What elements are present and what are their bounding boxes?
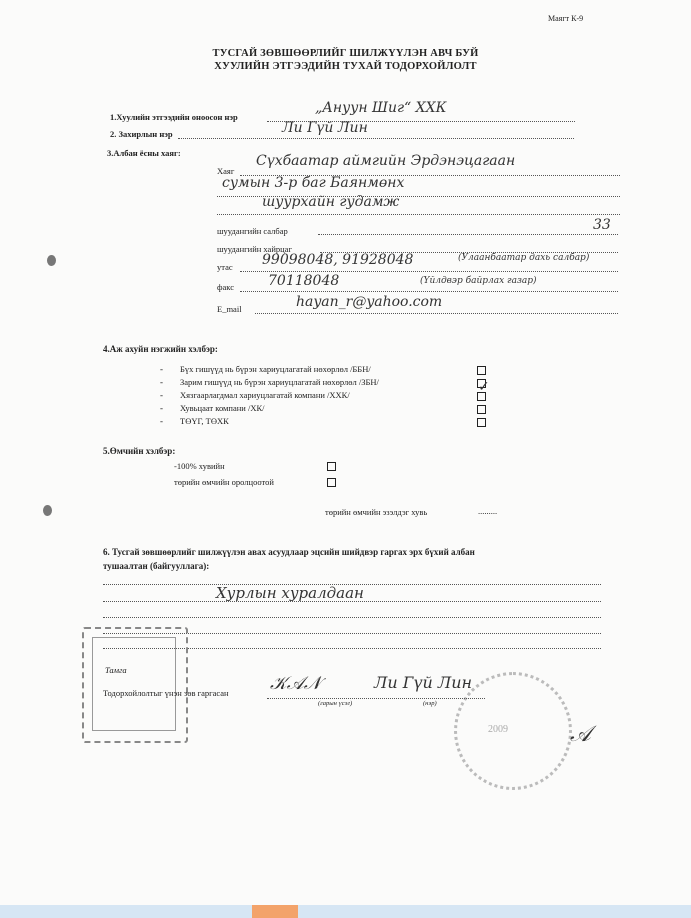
stamp-label: Тамга	[105, 665, 127, 675]
bottom-tab[interactable]	[252, 905, 298, 918]
fax-line	[240, 291, 618, 292]
section4-heading: 4.Аж ахуйн нэгжийн хэлбэр:	[103, 344, 218, 354]
email-value: hayan_r@yahoo.com	[296, 294, 443, 310]
address-value-line3: шуурхайн гудамж	[262, 194, 400, 210]
state-share-value: .........	[478, 506, 498, 516]
address-sub-label: Хаяг	[217, 166, 235, 176]
phone-line	[240, 271, 618, 272]
entity-name-value: „Ануун Шиг“ ХХК	[315, 100, 447, 116]
form-number: Маягт К-9	[548, 14, 584, 23]
document-title-line1: ТУСГАЙ ЗӨВШӨӨРЛИЙГ ШИЛЖҮҮЛЭН АВЧ БУЙ	[212, 48, 479, 59]
punch-hole-icon	[47, 255, 56, 266]
name-caption: (нэр)	[423, 700, 437, 707]
seal-date: 2009	[488, 724, 508, 735]
address-line-3	[217, 214, 620, 215]
section6-heading-line1: 6. Тусгай зөвшөөрлийг шилжүүлэн авах асуудлаар эцсийн шийдвэр гаргах эрх бүхий албан	[103, 547, 475, 557]
bullet: -	[160, 364, 163, 374]
fax-value: 70118048	[268, 273, 340, 289]
address-value-line1: Сүхбаатар аймгийн Эрдэнэцагаан	[256, 153, 516, 169]
bullet: -	[160, 403, 163, 413]
org-option-4: Хувьцаат компани /ХК/	[180, 403, 265, 413]
fax-note: (Үйлдвэр байрлах газар)	[420, 276, 537, 286]
director-signature-mark: 𝒜	[570, 722, 591, 747]
org-option-1: Бүх гишүүд нь бүрэн хариуцлагатай нөхөрлөл /ББН/	[180, 364, 371, 374]
address-value-line2: сумын 3-р баг Баянмөнх	[222, 175, 405, 191]
org-checkbox-1[interactable]	[477, 366, 486, 375]
org-checkbox-4[interactable]	[477, 405, 486, 414]
org-option-5: ТӨҮГ, ТӨХК	[180, 416, 229, 426]
org-checkbox-5[interactable]	[477, 418, 486, 427]
section6-line-3	[103, 617, 601, 618]
phone-value: 99098048, 91928048	[262, 252, 414, 268]
mailbox-line	[318, 234, 618, 235]
phone-note: (Улаанбаатар дахь салбар)	[458, 253, 590, 263]
signature-scribble: 𝒦𝒜𝒩	[270, 673, 321, 694]
check-mark-icon: ✓	[478, 379, 490, 395]
verified-label: Тодорхойлолтыг үнэн зөв гаргасан	[103, 688, 229, 698]
section6-heading-line2: тушаалтан (байгууллага):	[103, 561, 210, 571]
address-label: 3.Албан ёсны хаяг:	[107, 148, 181, 158]
director-label: 2. Захирлын нэр	[110, 129, 173, 139]
bottom-toolbar	[0, 905, 691, 918]
director-line	[178, 138, 574, 139]
email-line	[255, 313, 618, 314]
mailbox-value: 33	[593, 217, 611, 233]
bullet: -	[160, 377, 163, 387]
fax-label: факс	[217, 282, 234, 292]
ownership-checkbox-1[interactable]	[327, 462, 336, 471]
mailbox-label: шуудангийн салбар	[217, 226, 288, 236]
signed-name: Ли Гүй Лин	[374, 673, 473, 692]
state-share-label: төрийн өмчийн эзэлдэг хувь	[325, 507, 428, 517]
signature-line	[267, 698, 485, 699]
signature-caption: (гарын үсэг)	[318, 700, 353, 707]
ownership-option-1: -100% хувийн	[174, 461, 225, 471]
document-title-line2: ХУУЛИЙН ЭТГЭЭДИЙН ТУХАЙ ТОДОРХОЙЛОЛТ	[214, 61, 477, 72]
stamp-box	[82, 627, 188, 743]
org-option-2: Зарим гишүүд нь бүрэн хариуцлагатай нөхөрлөл /ЗБН/	[180, 377, 379, 387]
director-value: Ли Гүй Лин	[282, 120, 368, 136]
org-option-3: Хязгаарлагдмал хариуцлагатай компани /ХХК/	[180, 390, 350, 400]
ownership-checkbox-2[interactable]	[327, 478, 336, 487]
bullet: -	[160, 416, 163, 426]
pobox-label: шуудангийн хайрцаг	[217, 244, 292, 254]
phone-label: утас	[217, 262, 233, 272]
section5-heading: 5.Өмчийн хэлбэр:	[103, 446, 176, 456]
stamp-inner-frame	[92, 637, 176, 731]
section6-handwritten: Хурлын хуралдаан	[216, 584, 364, 602]
punch-hole-icon	[43, 505, 52, 516]
ownership-option-2: төрийн өмчийн оролцоотой	[174, 477, 274, 487]
email-label: E_mail	[217, 304, 242, 314]
entity-name-label: 1.Хуулийн этгээдийн оноосон нэр	[110, 112, 238, 122]
bullet: -	[160, 390, 163, 400]
